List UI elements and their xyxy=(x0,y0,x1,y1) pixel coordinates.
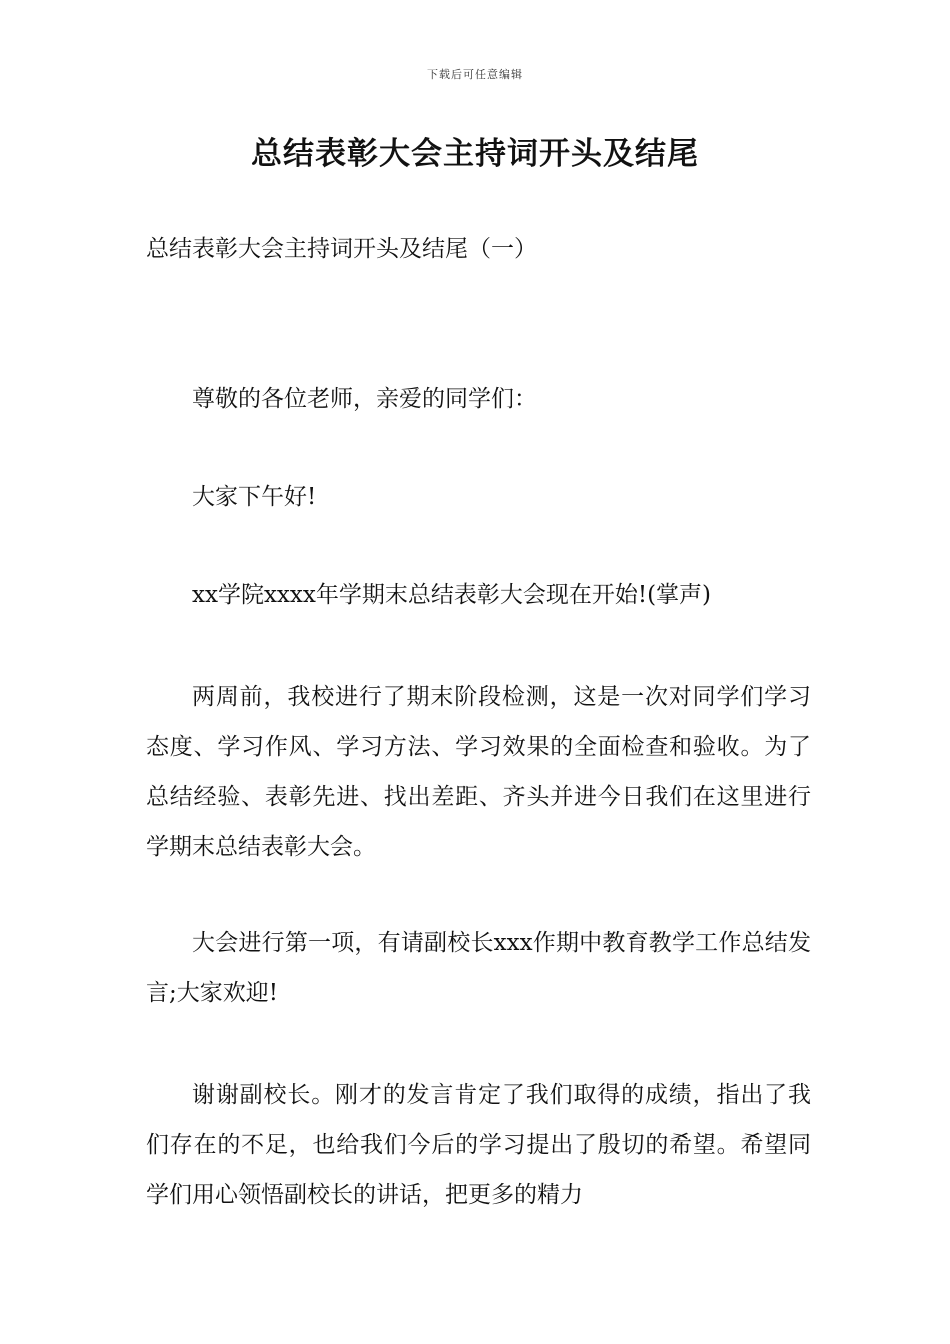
paragraph-greeting: 尊敬的各位老师，亲爱的同学们： xyxy=(192,386,537,412)
header-note: 下载后可任意编辑 xyxy=(427,68,523,81)
paragraph-thanks: 谢谢副校长。刚才的发言肯定了我们取得的成绩，指出了我们存在的不足，也给我们今后的学习提出了殷切的希望。希望同学们用心领悟副校长的讲话，把更多的精力 xyxy=(146,1082,811,1208)
document-title: 总结表彰大会主持词开头及结尾 xyxy=(251,136,699,172)
paragraph-opening: xx学院xxxx年学期末总结表彰大会现在开始!(掌声) xyxy=(192,582,712,608)
paragraph-review: 两周前，我校进行了期末阶段检测，这是一次对同学们学习态度、学习作风、学习方法、学习效果的全面检查和验收。为了总结经验、表彰先进、找出差距、齐头并进今日我们在这里进行学期末总结表彰大会。 xyxy=(146,684,811,860)
paragraph-hello: 大家下午好! xyxy=(192,484,317,510)
section-heading: 总结表彰大会主持词开头及结尾（一） xyxy=(146,236,537,262)
paragraph-agenda-item-1: 大会进行第一项，有请副校长xxx作期中教育教学工作总结发言;大家欢迎! xyxy=(146,930,811,1006)
